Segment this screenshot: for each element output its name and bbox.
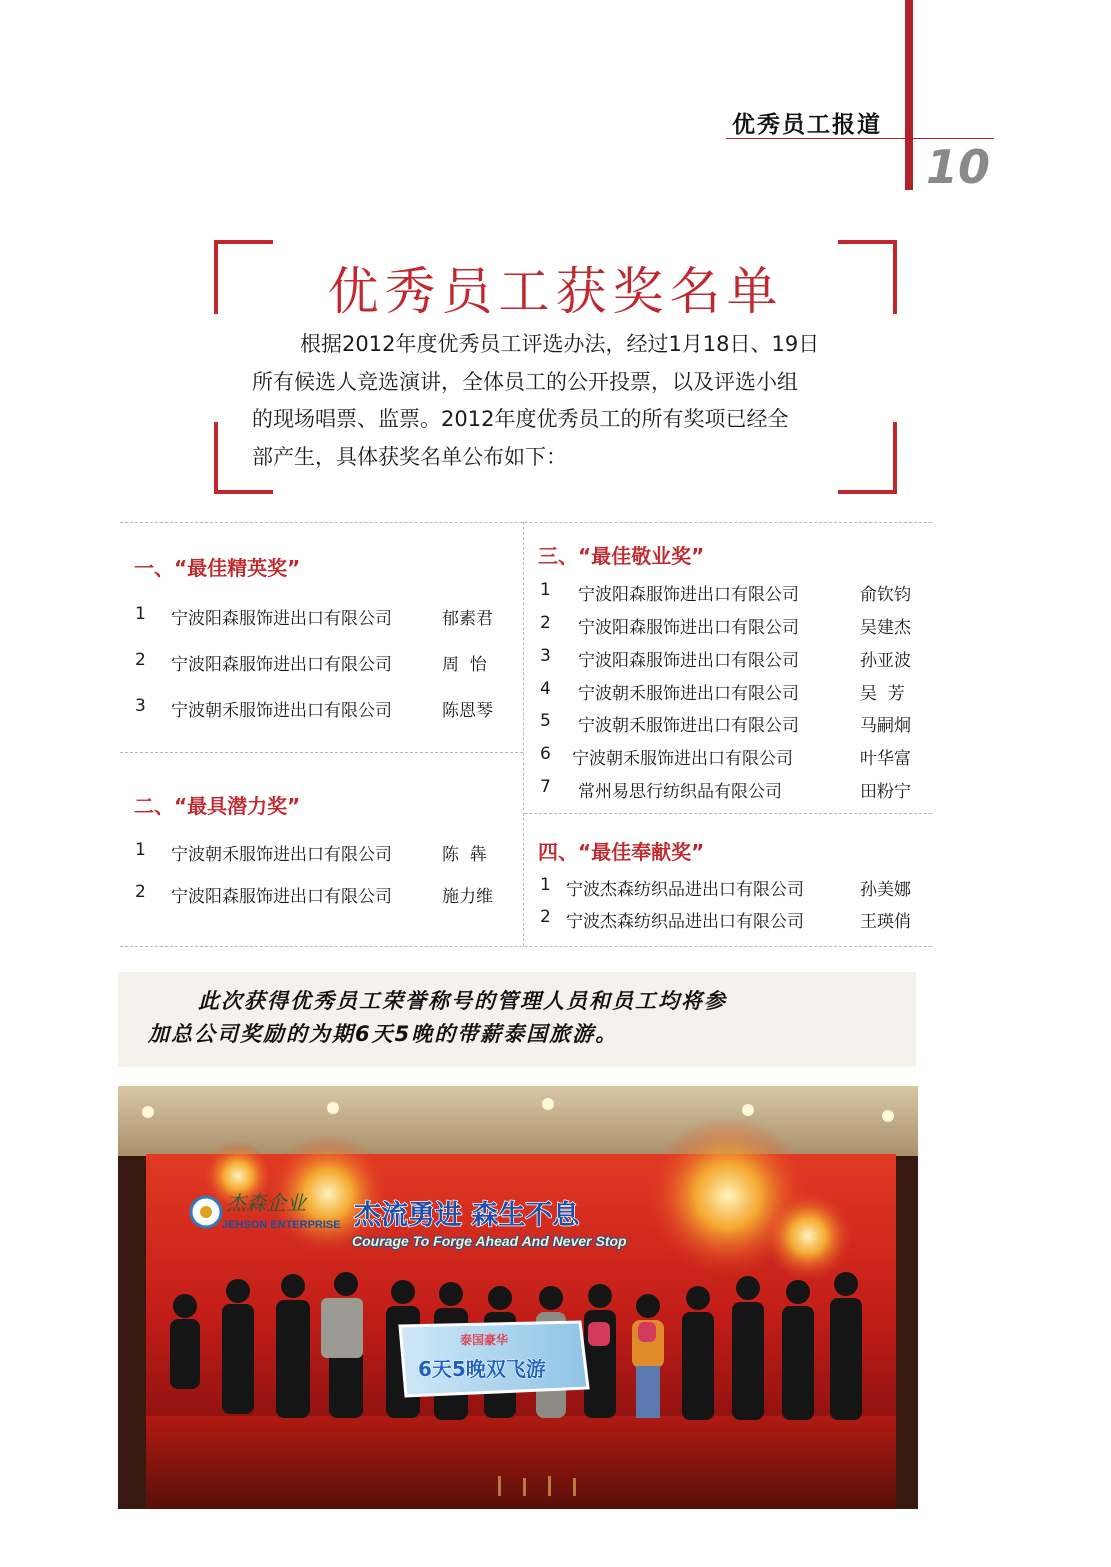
note-line: 加总公司奖励的为期6天5晚的带薪泰国旅游。 xyxy=(148,1022,619,1046)
sign-main: 6天5晚双飞游 xyxy=(418,1357,546,1381)
row-company: 宁波朝禾服饰进出口有限公司 xyxy=(171,845,392,865)
row-name: 陈 犇 xyxy=(442,845,487,865)
row-company: 宁波杰森纺织品进出口有限公司 xyxy=(566,880,804,900)
row-name: 马嗣炯 xyxy=(860,716,911,736)
table-row xyxy=(540,744,925,769)
intro-line: 根据2012年度优秀员工评选办法，经过1月18日、19日 xyxy=(300,332,820,356)
intro-paragraph xyxy=(252,326,858,476)
right-section-rule xyxy=(524,813,932,814)
header-rule xyxy=(726,138,994,139)
row-company: 宁波阳森服饰进出口有限公司 xyxy=(171,609,392,629)
table-center-divider xyxy=(523,522,524,946)
left-section-rule xyxy=(120,752,523,753)
row-number: 4 xyxy=(540,679,551,699)
intro-line: 所有候选人竞选演讲，全体员工的公开投票，以及评选小组 xyxy=(252,369,798,394)
row-name: 田粉宁 xyxy=(860,782,911,802)
note-line: 此次获得优秀员工荣誉称号的管理人员和员工均将参 xyxy=(198,989,727,1013)
award-heading-dedication: 三、“最佳敬业奖” xyxy=(538,544,705,568)
row-company: 宁波杰森纺织品进出口有限公司 xyxy=(566,912,804,932)
row-number: 5 xyxy=(540,711,551,731)
table-row xyxy=(540,907,925,932)
row-number: 2 xyxy=(135,882,146,902)
header-vertical-bar xyxy=(905,0,913,190)
row-company: 宁波朝禾服饰进出口有限公司 xyxy=(578,716,799,736)
section-title: 优秀员工报道 xyxy=(732,112,882,138)
row-company: 宁波朝禾服饰进出口有限公司 xyxy=(171,701,392,721)
row-number: 1 xyxy=(540,580,551,600)
row-name: 王瑛俏 xyxy=(860,912,911,932)
award-heading-potential: 二、“最具潜力奖” xyxy=(134,794,301,818)
sign-top: 泰国豪华 xyxy=(460,1333,509,1347)
slogan-en: Courage To Forge Ahead And Never Stop xyxy=(352,1233,627,1249)
award-heading-elite: 一、“最佳精英奖” xyxy=(134,556,301,580)
row-number: 2 xyxy=(135,650,146,670)
table-row xyxy=(540,580,925,605)
row-company: 宁波阳森服饰进出口有限公司 xyxy=(578,618,799,638)
row-company: 常州易思行纺织品有限公司 xyxy=(578,782,782,802)
row-number: 3 xyxy=(135,696,146,716)
photo-illustration xyxy=(118,1086,918,1509)
row-number: 2 xyxy=(540,613,551,633)
logo-en: JEHSON ENTERPRISE xyxy=(222,1219,341,1231)
page-title: 优秀员工获奖名单 xyxy=(327,263,784,322)
row-name: 吴建杰 xyxy=(860,618,911,638)
row-name: 陈恩琴 xyxy=(442,701,493,721)
intro-line: 部产生，具体获奖名单公布如下： xyxy=(252,444,567,469)
row-number: 1 xyxy=(540,875,551,895)
table-row xyxy=(135,696,515,721)
row-company: 宁波朝禾服饰进出口有限公司 xyxy=(578,684,799,704)
row-name: 孙亚波 xyxy=(860,651,911,671)
table-row xyxy=(135,650,515,675)
table-top-rule xyxy=(120,522,932,523)
row-company: 宁波阳森服饰进出口有限公司 xyxy=(578,585,799,605)
travel-prize-sign xyxy=(400,1322,588,1396)
table-row xyxy=(540,711,925,736)
table-row xyxy=(540,679,925,704)
table-row xyxy=(540,613,925,638)
table-row xyxy=(135,840,515,865)
table-row xyxy=(135,882,515,907)
stage-floor xyxy=(146,1416,896,1509)
row-company: 宁波阳森服饰进出口有限公司 xyxy=(578,651,799,671)
row-number: 1 xyxy=(135,604,146,624)
table-bottom-rule xyxy=(120,946,932,947)
row-company: 宁波朝禾服饰进出口有限公司 xyxy=(572,749,793,769)
row-name: 郁素君 xyxy=(442,609,493,629)
table-row xyxy=(135,604,515,629)
row-company: 宁波阳森服饰进出口有限公司 xyxy=(171,655,392,675)
intro-line: 的现场唱票、监票。2012年度优秀员工的所有奖项已经全 xyxy=(252,407,789,431)
row-name: 施力维 xyxy=(442,887,493,907)
group-photo xyxy=(118,1086,918,1509)
row-company: 宁波阳森服饰进出口有限公司 xyxy=(171,887,392,907)
award-heading-contribution: 四、“最佳奉献奖” xyxy=(538,840,705,864)
row-number: 3 xyxy=(540,646,551,666)
row-number: 1 xyxy=(135,840,146,860)
row-name: 周 怡 xyxy=(442,655,487,675)
table-row xyxy=(540,646,925,671)
row-number: 2 xyxy=(540,907,551,927)
row-number: 7 xyxy=(540,777,551,797)
row-name: 吴 芳 xyxy=(860,684,905,704)
table-row xyxy=(540,875,925,900)
row-name: 孙美娜 xyxy=(860,880,911,900)
row-name: 俞钦钧 xyxy=(860,585,911,605)
travel-note-text xyxy=(148,985,908,1051)
table-row xyxy=(540,777,925,802)
slogan-cn: 杰流勇进 森生不息 xyxy=(354,1200,580,1231)
page-number: 10 xyxy=(926,140,991,194)
logo-cn: 杰森企业 xyxy=(226,1193,306,1215)
row-number: 6 xyxy=(540,744,551,764)
row-name: 叶华富 xyxy=(860,749,911,769)
